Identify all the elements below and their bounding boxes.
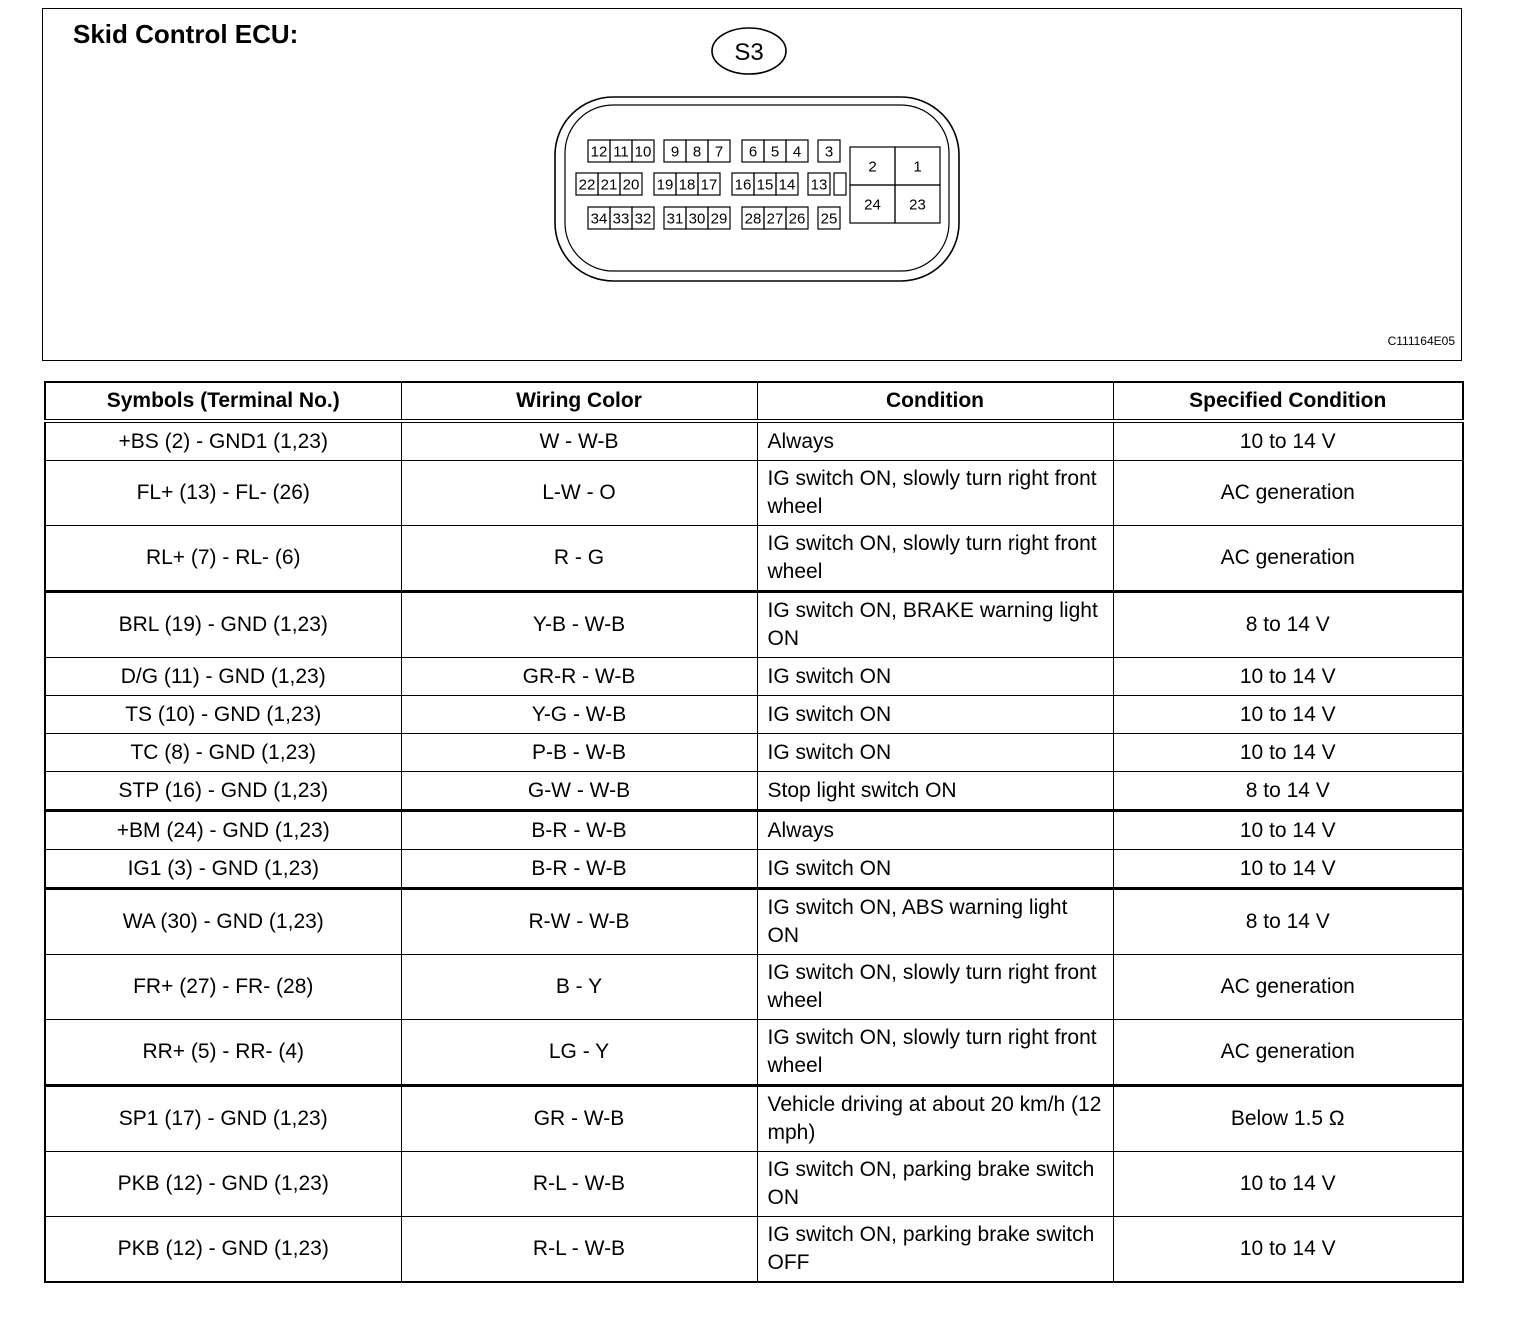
pin-number: 4	[792, 143, 802, 161]
table-row	[45, 1152, 1463, 1217]
cell-specified-condition: AC generation	[1113, 526, 1463, 592]
connector-label: S3	[734, 39, 764, 66]
diagram-title: Skid Control ECU:	[73, 19, 299, 49]
cell-condition: IG switch ON, parking brake switch ON	[757, 1152, 1113, 1217]
table-row	[45, 889, 1463, 955]
cell-condition: IG switch ON, slowly turn right front wheel	[757, 955, 1113, 1020]
pin-number: 28	[744, 210, 762, 228]
cell-specified-condition: 10 to 14 V	[1113, 696, 1463, 734]
header-condition: Condition	[757, 382, 1113, 421]
terminal-spec-table	[44, 381, 1464, 1283]
header-wiring-color: Wiring Color	[401, 382, 757, 421]
cell-specified-condition: 10 to 14 V	[1113, 1152, 1463, 1217]
cell-wiring-color: Y-B - W-B	[401, 592, 757, 658]
pin-number: 1	[913, 158, 922, 176]
cell-wiring-color: R-L - W-B	[401, 1217, 757, 1283]
pin-number: 22	[578, 176, 596, 194]
cell-wiring-color: R-W - W-B	[401, 889, 757, 955]
cell-condition: IG switch ON	[757, 658, 1113, 696]
cell-symbol: PKB (12) - GND (1,23)	[45, 1152, 401, 1217]
pin-number: 16	[734, 176, 752, 194]
pin-number: 27	[766, 210, 784, 228]
cell-condition: IG switch ON, ABS warning light ON	[757, 889, 1113, 955]
cell-specified-condition: AC generation	[1113, 955, 1463, 1020]
pin-number: 23	[909, 196, 926, 214]
cell-wiring-color: R-L - W-B	[401, 1152, 757, 1217]
cell-specified-condition: 10 to 14 V	[1113, 811, 1463, 850]
cell-symbol: RL+ (7) - RL- (6)	[45, 526, 401, 592]
cell-wiring-color: GR-R - W-B	[401, 658, 757, 696]
pin-number: 20	[622, 176, 640, 194]
pin-number: 19	[656, 176, 674, 194]
cell-wiring-color: R - G	[401, 526, 757, 592]
cell-specified-condition: AC generation	[1113, 1020, 1463, 1086]
pin-number: 26	[788, 210, 806, 228]
pin-number: 8	[692, 143, 702, 161]
cell-condition: IG switch ON	[757, 696, 1113, 734]
cell-symbol: PKB (12) - GND (1,23)	[45, 1217, 401, 1283]
table-row	[45, 421, 1463, 461]
table-row	[45, 955, 1463, 1020]
cell-symbol: RR+ (5) - RR- (4)	[45, 1020, 401, 1086]
cell-condition: IG switch ON	[757, 850, 1113, 889]
pin-number: 15	[756, 176, 774, 194]
table-row	[45, 696, 1463, 734]
cell-specified-condition: 8 to 14 V	[1113, 889, 1463, 955]
table-row	[45, 1217, 1463, 1283]
cell-wiring-color: P-B - W-B	[401, 734, 757, 772]
table-row	[45, 1020, 1463, 1086]
pin-number: 31	[666, 210, 684, 228]
cell-specified-condition: AC generation	[1113, 461, 1463, 526]
cell-condition: Always	[757, 811, 1113, 850]
figure-code: C111164E05	[1387, 334, 1455, 348]
cell-condition: IG switch ON, parking brake switch OFF	[757, 1217, 1113, 1283]
table-row	[45, 526, 1463, 592]
table-row	[45, 850, 1463, 889]
cell-condition: Vehicle driving at about 20 km/h (12 mph)	[757, 1086, 1113, 1152]
cell-specified-condition: 10 to 14 V	[1113, 850, 1463, 889]
pin-number: 17	[700, 176, 718, 194]
cell-symbol: TC (8) - GND (1,23)	[45, 734, 401, 772]
connector-drawing	[43, 9, 1461, 360]
header-symbols: Symbols (Terminal No.)	[45, 382, 401, 421]
cell-symbol: FL+ (13) - FL- (26)	[45, 461, 401, 526]
pin-grid	[576, 140, 940, 229]
cell-wiring-color: L-W - O	[401, 461, 757, 526]
cell-symbol: D/G (11) - GND (1,23)	[45, 658, 401, 696]
cell-symbol: +BM (24) - GND (1,23)	[45, 811, 401, 850]
pin-number: 5	[770, 143, 780, 161]
cell-condition: IG switch ON, BRAKE warning light ON	[757, 592, 1113, 658]
cell-symbol: SP1 (17) - GND (1,23)	[45, 1086, 401, 1152]
pin-number: 32	[634, 210, 652, 228]
cell-symbol: STP (16) - GND (1,23)	[45, 772, 401, 811]
pin-number: 29	[710, 210, 728, 228]
cell-wiring-color: GR - W-B	[401, 1086, 757, 1152]
cell-condition: Always	[757, 421, 1113, 461]
pin-number: 10	[634, 143, 652, 161]
pin-number: 2	[868, 158, 877, 176]
pin-number: 14	[778, 176, 796, 194]
table-row	[45, 461, 1463, 526]
table-row	[45, 772, 1463, 811]
cell-specified-condition: Below 1.5 Ω	[1113, 1086, 1463, 1152]
pin-number: 6	[748, 143, 758, 161]
pin-number: 7	[714, 143, 724, 161]
cell-wiring-color: B - Y	[401, 955, 757, 1020]
cell-symbol: +BS (2) - GND1 (1,23)	[45, 421, 401, 461]
connector-diagram-panel	[42, 8, 1462, 361]
pin-number: 12	[590, 143, 608, 161]
pin-number: 24	[864, 196, 881, 214]
header-specified-condition: Specified Condition	[1113, 382, 1463, 421]
pin-number: 18	[678, 176, 696, 194]
pin-number: 11	[613, 143, 629, 161]
cell-wiring-color: B-R - W-B	[401, 850, 757, 889]
connector-key-tab	[834, 173, 846, 195]
table-row	[45, 1086, 1463, 1152]
pin-number: 13	[810, 176, 828, 194]
table-row	[45, 811, 1463, 850]
cell-specified-condition: 8 to 14 V	[1113, 772, 1463, 811]
cell-specified-condition: 10 to 14 V	[1113, 421, 1463, 461]
pin-number: 9	[670, 143, 680, 161]
table-row	[45, 592, 1463, 658]
cell-condition: Stop light switch ON	[757, 772, 1113, 811]
table-row	[45, 734, 1463, 772]
cell-condition: IG switch ON, slowly turn right front wheel	[757, 526, 1113, 592]
cell-wiring-color: B-R - W-B	[401, 811, 757, 850]
cell-wiring-color: G-W - W-B	[401, 772, 757, 811]
cell-symbol: IG1 (3) - GND (1,23)	[45, 850, 401, 889]
cell-specified-condition: 8 to 14 V	[1113, 592, 1463, 658]
cell-wiring-color: LG - Y	[401, 1020, 757, 1086]
cell-condition: IG switch ON, slowly turn right front wheel	[757, 1020, 1113, 1086]
cell-wiring-color: Y-G - W-B	[401, 696, 757, 734]
cell-wiring-color: W - W-B	[401, 421, 757, 461]
cell-condition: IG switch ON, slowly turn right front wheel	[757, 461, 1113, 526]
table-row	[45, 658, 1463, 696]
pin-number: 34	[590, 210, 608, 228]
cell-symbol: WA (30) - GND (1,23)	[45, 889, 401, 955]
table-header-row	[45, 382, 1463, 421]
cell-specified-condition: 10 to 14 V	[1113, 1217, 1463, 1283]
pin-number: 3	[824, 143, 834, 161]
pin-number: 33	[612, 210, 630, 228]
cell-condition: IG switch ON	[757, 734, 1113, 772]
pin-number: 25	[820, 210, 838, 228]
cell-symbol: TS (10) - GND (1,23)	[45, 696, 401, 734]
cell-symbol: FR+ (27) - FR- (28)	[45, 955, 401, 1020]
pin-number: 30	[688, 210, 706, 228]
pin-number: 21	[600, 176, 618, 194]
cell-specified-condition: 10 to 14 V	[1113, 658, 1463, 696]
cell-symbol: BRL (19) - GND (1,23)	[45, 592, 401, 658]
cell-specified-condition: 10 to 14 V	[1113, 734, 1463, 772]
